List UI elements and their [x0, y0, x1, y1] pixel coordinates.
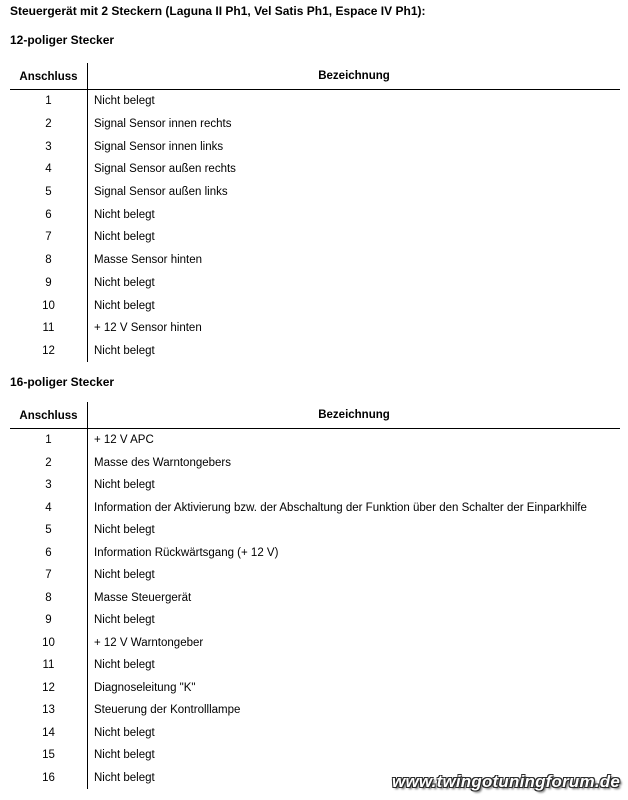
pin-number: 10 — [42, 299, 55, 312]
table-row — [10, 542, 620, 565]
pin-number: 2 — [45, 456, 52, 469]
pin-description: Signal Sensor innen links — [88, 135, 621, 158]
pin-description: Nicht belegt — [88, 226, 621, 249]
table-row — [10, 203, 620, 226]
pin-number: 6 — [45, 546, 52, 559]
table-row — [10, 294, 620, 317]
pin-number: 11 — [42, 659, 55, 672]
pin-number: 12 — [42, 681, 55, 694]
table-header-row — [10, 402, 620, 429]
pin-number: 7 — [45, 231, 52, 244]
pin-number: 12 — [42, 344, 55, 357]
pin-number: 1 — [45, 434, 52, 447]
table-row — [10, 181, 620, 204]
pin-number: 4 — [45, 163, 52, 176]
pin-description: Masse Sensor hinten — [88, 249, 621, 272]
table-row — [10, 609, 620, 632]
pin-description: Steuerung der Kontrolllampe — [88, 699, 621, 722]
pin-number: 13 — [42, 704, 55, 717]
table-row — [10, 90, 620, 113]
column-header-bezeichnung: Bezeichnung — [88, 63, 621, 90]
pin-description: Signal Sensor innen rechts — [88, 113, 621, 136]
table-row — [10, 452, 620, 475]
pin-description: + 12 V Sensor hinten — [88, 317, 621, 340]
pin-number: 6 — [45, 208, 52, 221]
pin-description: Information der Aktivierung bzw. der Abschaltung der Funktion über den Schalter der Einparkhilfe — [88, 497, 621, 520]
table-row — [10, 519, 620, 542]
table-row — [10, 249, 620, 272]
table-row — [10, 113, 620, 136]
pin-number: 8 — [45, 254, 52, 267]
pin-description: Nicht belegt — [88, 474, 621, 497]
table-row — [10, 474, 620, 497]
pin-description: Nicht belegt — [88, 203, 621, 226]
pin-description: Masse Steuergerät — [88, 587, 621, 610]
pin-number: 2 — [45, 118, 52, 131]
pin-number: 3 — [45, 479, 52, 492]
table-row — [10, 135, 620, 158]
pin-table-12-body — [10, 90, 620, 363]
pin-description: Nicht belegt — [88, 519, 621, 542]
pin-description: Diagnoseleitung "K" — [88, 677, 621, 700]
column-header-anschluss: Anschluss — [10, 63, 88, 90]
pin-number: 7 — [45, 569, 52, 582]
table-header-row — [10, 63, 620, 90]
pin-description: Masse des Warntongebers — [88, 452, 621, 475]
pin-description: Nicht belegt — [88, 564, 621, 587]
pin-description: Nicht belegt — [88, 767, 621, 790]
table-row — [10, 158, 620, 181]
pin-number: 9 — [45, 276, 52, 289]
pin-description: + 12 V APC — [88, 429, 621, 452]
table-row — [10, 564, 620, 587]
pin-number: 4 — [45, 501, 52, 514]
pin-description: Nicht belegt — [88, 90, 621, 113]
pin-description: Signal Sensor außen rechts — [88, 158, 621, 181]
table-row — [10, 226, 620, 249]
table-row — [10, 340, 620, 363]
table-row — [10, 677, 620, 700]
pin-table-12 — [10, 63, 620, 362]
pin-description: Signal Sensor außen links — [88, 181, 621, 204]
pin-table-16 — [10, 402, 620, 789]
pin-description: Nicht belegt — [88, 272, 621, 295]
pin-description: Nicht belegt — [88, 294, 621, 317]
pin-description: Nicht belegt — [88, 744, 621, 767]
table-row — [10, 699, 620, 722]
pin-description: Nicht belegt — [88, 340, 621, 363]
pin-description: + 12 V Warntongeber — [88, 632, 621, 655]
pin-number: 14 — [42, 726, 55, 739]
pin-number: 16 — [42, 771, 55, 784]
pin-description: Nicht belegt — [88, 722, 621, 745]
pin-description: Nicht belegt — [88, 609, 621, 632]
table-row — [10, 272, 620, 295]
table-row — [10, 654, 620, 677]
column-header-anschluss: Anschluss — [10, 402, 88, 429]
section-heading-12-pin: 12-poliger Stecker — [10, 33, 115, 47]
pin-number: 5 — [45, 186, 52, 199]
table-row — [10, 722, 620, 745]
table-row — [10, 497, 620, 520]
pin-number: 5 — [45, 524, 52, 537]
pin-number: 10 — [42, 636, 55, 649]
pin-description: Nicht belegt — [88, 654, 621, 677]
pin-number: 3 — [45, 140, 52, 153]
table-row — [10, 632, 620, 655]
pin-number: 1 — [45, 95, 52, 108]
pin-number: 9 — [45, 614, 52, 627]
pin-table-16-body — [10, 429, 620, 790]
column-header-bezeichnung: Bezeichnung — [88, 402, 621, 429]
pin-description: Information Rückwärtsgang (+ 12 V) — [88, 542, 621, 565]
pin-number: 8 — [45, 591, 52, 604]
table-row — [10, 587, 620, 610]
document-title: Steuergerät mit 2 Steckern (Laguna II Ph1, Vel Satis Ph1, Espace IV Ph1): — [10, 4, 426, 18]
forum-watermark: www.twingotuningforum.de — [392, 772, 620, 791]
pin-number: 15 — [42, 749, 55, 762]
table-row — [10, 317, 620, 340]
table-row — [10, 429, 620, 452]
section-heading-16-pin: 16-poliger Stecker — [10, 375, 115, 389]
table-row — [10, 744, 620, 767]
pin-number: 11 — [42, 322, 55, 335]
